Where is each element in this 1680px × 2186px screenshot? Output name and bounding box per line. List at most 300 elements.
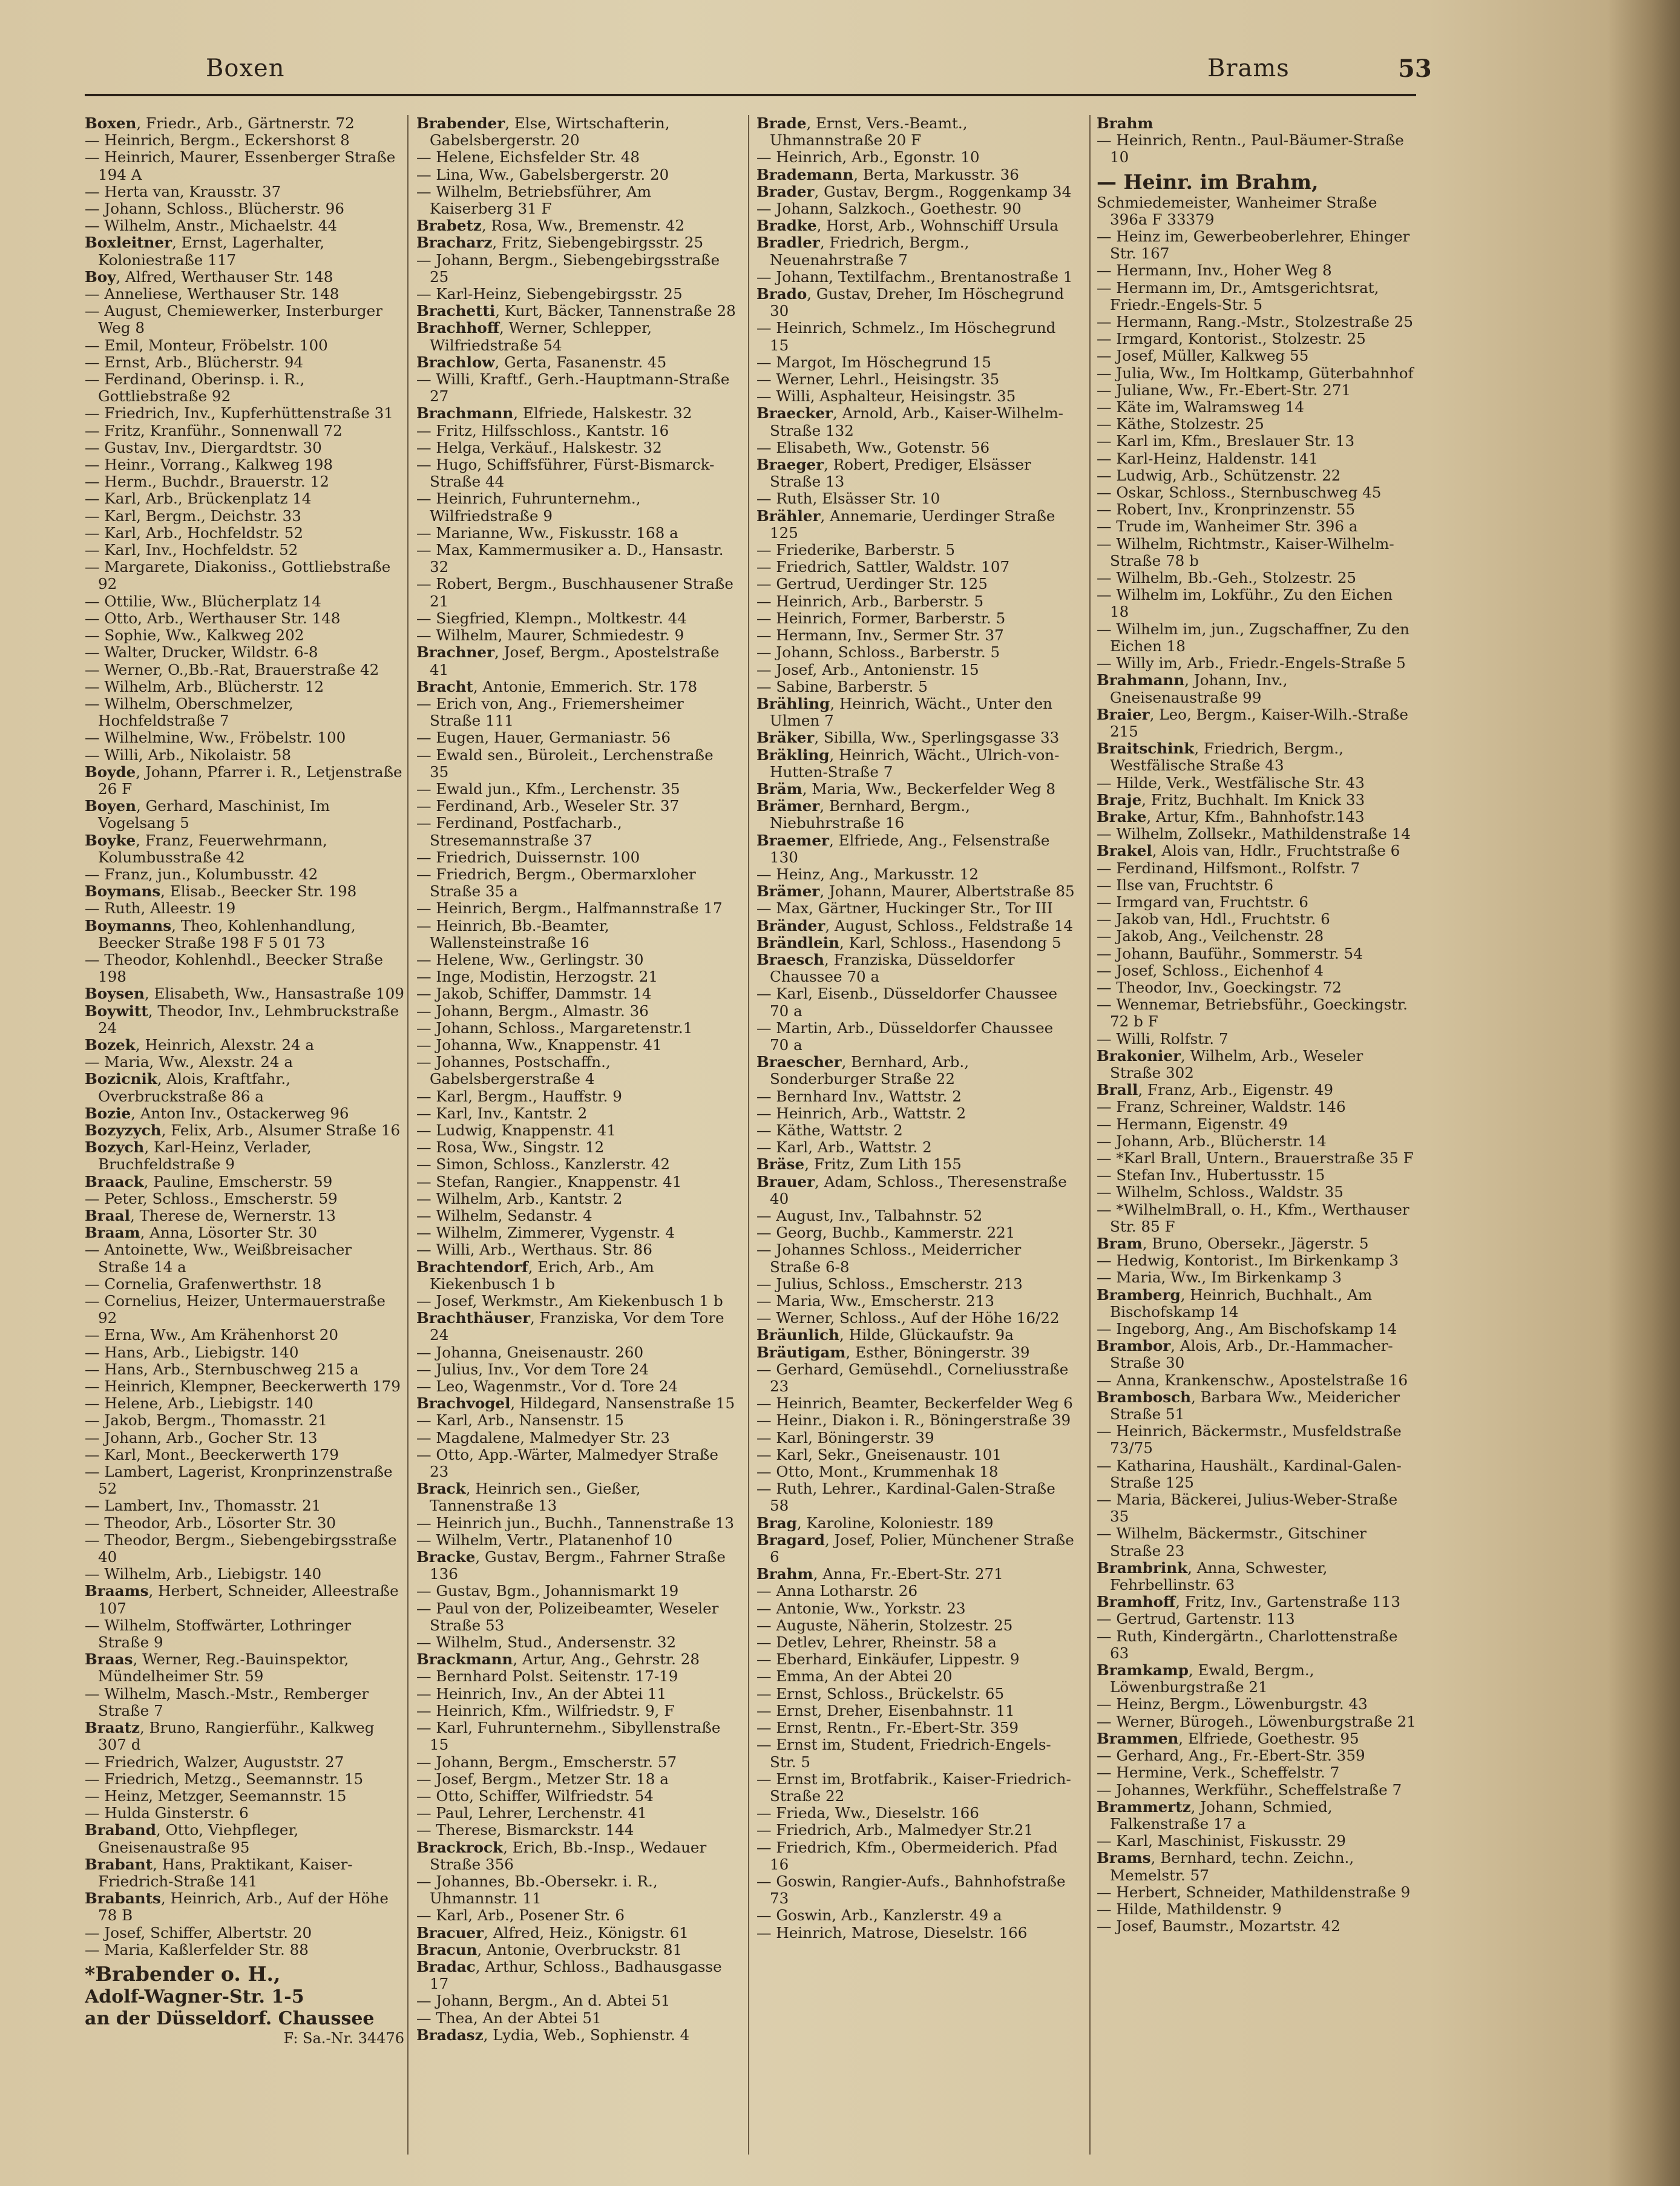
directory-entry: — Josef, Baumstr., Mozartstr. 42 [1097, 1917, 1340, 1935]
directory-entry: — Erna, Ww., Am Krähenhorst 20 [85, 1326, 339, 1344]
directory-entry: Brahm, Anna, Fr.-Ebert-Str. 271 [756, 1565, 1003, 1583]
page-header [85, 48, 1434, 91]
directory-entry: Brade, Ernst, Vers.-Beamt., Uhmannstraße 20 F [756, 115, 968, 149]
column-1 [85, 115, 404, 2155]
entry-surname: Boymanns [85, 916, 172, 934]
directory-entry: — Helene, Eichsfelder Str. 48 [416, 148, 640, 166]
directory-entry: — Karl, Arb., Wattstr. 2 [756, 1138, 932, 1157]
directory-entry: Braier, Leo, Bergm., Kaiser-Wilh.-Straße 215 [1097, 705, 1408, 740]
entry-surname: Braas [85, 1650, 133, 1669]
directory-entry: — Ernst, Arb., Blücherstr. 94 [85, 353, 304, 371]
directory-entry: — Wilhelm, Arb., Blücherstr. 12 [85, 677, 324, 695]
directory-entry: — Wilhelm, Sedanstr. 4 [416, 1207, 592, 1224]
entry-surname: Braje [1097, 790, 1142, 809]
entry-surname: Bozicnik [85, 1070, 157, 1088]
entry-surname: Brambor [1097, 1337, 1171, 1355]
directory-entry: — Maria, Bäckerei, Julius-Weber-Straße 35 [1097, 1491, 1398, 1526]
directory-entry: — Antoinette, Ww., Weißbreisacher Straße 14 a [85, 1241, 352, 1276]
directory-entry: Bragard, Josef, Polier, Münchener Straße 6 [756, 1531, 1074, 1566]
directory-entry: — Käte im, Walramsweg 14 [1097, 398, 1305, 416]
directory-entry: — Sophie, Ww., Kalkweg 202 [85, 626, 304, 645]
directory-entry: — Heinrich, Rentn., Paul-Bäumer-Straße 10 [1097, 131, 1404, 166]
entry-surname: Brader [756, 182, 815, 200]
directory-entry: — Helene, Arb., Liebigstr. 140 [85, 1394, 313, 1413]
directory-entry: — Johannes Schloss., Meiderricher Straße 6-8 [756, 1241, 1022, 1276]
directory-entry: — Ewald sen., Büroleit., Lerchenstraße 35 [416, 746, 714, 781]
directory-entry: — Detlev, Lehrer, Rheinstr. 58 a [756, 1633, 997, 1652]
directory-entry: Bozyzych, Felix, Arb., Alsumer Straße 16 [85, 1121, 401, 1139]
column-4 [1097, 115, 1416, 2155]
directory-entry: Braesch, Franziska, Düsseldorfer Chaussee 70 a [756, 950, 1015, 986]
directory-entry: Braal, Therese de, Wernerstr. 13 [85, 1207, 336, 1224]
directory-entry: Boy, Alfred, Werthauser Str. 148 [85, 268, 333, 286]
directory-entry: — Käthe, Wattstr. 2 [756, 1121, 903, 1139]
entry-surname: Brakonier [1097, 1046, 1181, 1065]
directory-entry: — Herbert, Schneider, Mathildenstraße 9 [1097, 1883, 1411, 1901]
directory-entry: — Goswin, Arb., Kanzlerstr. 49 a [756, 1906, 1002, 1925]
directory-entry: — Wilhelm, Stoffwärter, Lothringer Straße 9 [85, 1616, 352, 1652]
columns [85, 115, 1416, 2161]
entry-surname: Bräm [756, 780, 802, 798]
directory-entry: — Karl, Maschinist, Fiskusstr. 29 [1097, 1832, 1346, 1850]
directory-entry: — Anna, Krankenschw., Apostelstraße 16 [1097, 1371, 1408, 1389]
directory-entry: — Ernst, Schloss., Brückelstr. 65 [756, 1684, 1005, 1702]
entry-surname: Bram [1097, 1235, 1143, 1252]
entry-surname: Bracharz [416, 234, 493, 252]
directory-entry: — Ottilie, Ww., Blücherplatz 14 [85, 592, 321, 610]
directory-entry: — Ruth, Elsässer Str. 10 [756, 490, 940, 508]
entry-surname: Braal [85, 1207, 130, 1224]
entry-surname: Braemer [756, 831, 829, 849]
directory-entry: Brademann, Berta, Markusstr. 36 [756, 165, 1019, 183]
directory-entry: — Ingeborg, Ang., Am Bischofskamp 14 [1097, 1320, 1397, 1338]
directory-entry: — Goswin, Rangier-Aufs., Bahnhofstraße 73 [756, 1872, 1066, 1908]
directory-entry: — Hermann, Inv., Hoher Weg 8 [1097, 261, 1332, 280]
directory-entry: — Hans, Arb., Sternbuschweg 215 a [85, 1360, 359, 1378]
entry-surname: Brag [756, 1514, 797, 1532]
directory-entry: Bräm, Maria, Ww., Beckerfelder Weg 8 [756, 780, 1056, 798]
directory-entry: — Sabine, Barberstr. 5 [756, 677, 928, 695]
directory-entry: — Anna Lotharstr. 26 [756, 1582, 918, 1600]
directory-entry: — Johann, Schloss., Barberstr. 5 [756, 643, 1000, 661]
entry-surname: Brambrink [1097, 1558, 1188, 1577]
directory-entry: Brähling, Heinrich, Wächt., Unter den Ulmen 7 [756, 694, 1053, 730]
entry-surname: Boyen [85, 797, 137, 815]
directory-entry: — Erich von, Ang., Friemersheimer Straße 111 [416, 694, 684, 730]
directory-entry: — Karl, Inv., Kantstr. 2 [416, 1104, 588, 1122]
entry-surname: Braescher [756, 1053, 842, 1071]
directory-entry: — Wilhelm, Zimmerer, Vygenstr. 4 [416, 1224, 675, 1242]
directory-entry: — Gertrud, Uerdinger Str. 125 [756, 575, 988, 593]
directory-entry: — Otto, App.-Wärter, Malmedyer Straße 23 [416, 1445, 718, 1481]
directory-entry: Brackrock, Erich, Bb.-Insp., Wedauer Straße 356 [416, 1838, 707, 1873]
directory-entry: — Ferdinand, Arb., Weseler Str. 37 [416, 797, 680, 815]
entry-surname: Brämer [756, 882, 820, 901]
directory-entry: Brähler, Annemarie, Uerdinger Straße 125 [756, 507, 1055, 542]
directory-entry: Bräunlich, Hilde, Glückaufstr. 9a [756, 1326, 1014, 1344]
directory-entry: — Otto, Schiffer, Wilfriedstr. 54 [416, 1787, 654, 1805]
directory-entry: — Jakob van, Hdl., Fruchtstr. 6 [1097, 910, 1330, 928]
directory-entry: — Wilhelm, Betriebsführer, Am Kaiserberg 31 F [416, 182, 652, 218]
directory-entry: — Paul, Lehrer, Lerchenstr. 41 [416, 1804, 647, 1822]
entry-surname: Braatz [85, 1719, 140, 1737]
directory-entry: Bradac, Arthur, Schloss., Badhausgasse 17 [416, 1957, 722, 1993]
directory-entry: — Franz, jun., Kolumbusstr. 42 [85, 865, 318, 883]
directory-entry: — Wilhelm, Zollsekr., Mathildenstraße 14 [1097, 825, 1411, 843]
directory-entry: Brabetz, Rosa, Ww., Bremenstr. 42 [416, 217, 685, 235]
directory-entry: — Ludwig, Arb., Schützenstr. 22 [1097, 466, 1341, 484]
directory-entry: — Julius, Schloss., Emscherstr. 213 [756, 1275, 1023, 1293]
directory-entry: — Ruth, Alleestr. 19 [85, 899, 236, 917]
directory-entry: — Karl, Fuhrunternehm., Sibyllenstraße 15 [416, 1719, 721, 1754]
page-number: 53 [1398, 54, 1432, 83]
directory-entry: Braje, Fritz, Buchhalt. Im Knick 33 [1097, 790, 1365, 809]
entry-surname: Brado [756, 285, 807, 303]
entry-surname: Brammertz [1097, 1797, 1191, 1816]
directory-entry: — Julia, Ww., Im Holtkamp, Güterbahnhof [1097, 364, 1414, 382]
directory-entry: — Karl, Böningerstr. 39 [756, 1428, 934, 1446]
directory-entry: — Karl, Bergm., Deichstr. 33 [85, 507, 301, 525]
directory-entry: Brackmann, Artur, Ang., Gehrstr. 28 [416, 1650, 700, 1669]
entry-surname: Boysen [85, 985, 145, 1003]
entry-surname: Brähling [756, 694, 830, 712]
directory-entry: Braemer, Elfriede, Ang., Felsenstraße 130 [756, 831, 1050, 866]
directory-entry: — Ewald jun., Kfm., Lerchenstr. 35 [416, 780, 680, 798]
directory-entry: — Wilhelm im, jun., Zugschaffner, Zu den Eichen 18 [1097, 620, 1409, 655]
directory-entry: — Johann, Arb., Gocher Str. 13 [85, 1428, 318, 1446]
directory-entry: — Theodor, Bergm., Siebengebirgsstraße 40 [85, 1531, 397, 1566]
directory-entry: — Heinrich, Maurer, Essenberger Straße 194 A [85, 148, 396, 183]
entry-surname: Bragard [756, 1531, 825, 1549]
directory-entry: — Stefan Inv., Hubertusstr. 15 [1097, 1166, 1325, 1184]
entry-surname: Braesch [756, 950, 825, 968]
directory-entry: — Ferdinand, Hilfsmont., Rolfstr. 7 [1097, 859, 1360, 877]
directory-entry: — Heinrich, Former, Barberstr. 5 [756, 609, 1006, 627]
directory-entry: — Wennemar, Betriebsführ., Goeckingstr. 72 b F [1097, 996, 1408, 1031]
directory-entry: Bradasz, Lydia, Web., Sophienstr. 4 [416, 2026, 690, 2044]
directory-entry: — Heinr., Vorrang., Kalkweg 198 [85, 456, 333, 474]
directory-entry: — Friedrich, Duissernstr. 100 [416, 848, 640, 866]
directory-entry: — Maria, Ww., Alexstr. 24 a [85, 1053, 294, 1071]
directory-entry: Braitschink, Friedrich, Bergm., Westfälische Straße 43 [1097, 740, 1344, 775]
directory-entry: — Heinz im, Gewerbeoberlehrer, Ehinger Str. 167 [1097, 228, 1410, 263]
directory-entry: — *Karl Brall, Untern., Brauerstraße 35 F [1097, 1149, 1414, 1167]
entry-surname: Brall [1097, 1081, 1138, 1099]
directory-entry: Brachtendorf, Erich, Arb., Am Kiekenbusch 1 b [416, 1258, 654, 1293]
column-2 [416, 115, 736, 2155]
directory-entry: — Siegfried, Klempn., Moltkestr. 44 [416, 609, 687, 627]
directory-entry [1097, 115, 1416, 132]
directory-entry: — Wilhelm, Anstr., Michaelstr. 44 [85, 217, 338, 235]
directory-entry: — Friedrich, Bergm., Obermarxloher Straße 35 a [416, 865, 696, 901]
entry-surname: Bramkamp [1097, 1661, 1189, 1679]
entry-surname: Braband [85, 1821, 156, 1839]
directory-entry: — Johannes, Werkführ., Scheffelstraße 7 [1097, 1781, 1402, 1799]
directory-entry: Brahmann, Johann, Inv., Gneisenaustraße 99 [1097, 671, 1288, 706]
directory-entry: — Rosa, Ww., Singstr. 12 [416, 1138, 605, 1157]
directory-entry: — Ruth, Lehrer., Kardinal-Galen-Straße 58 [756, 1480, 1055, 1515]
directory-entry: Brambor, Alois, Arb., Dr.-Hammacher-Straße 30 [1097, 1337, 1393, 1372]
directory-entry: — Irmgard van, Fruchtstr. 6 [1097, 893, 1308, 911]
entry-surname: Bozie [85, 1104, 131, 1122]
entry-surname: Brahm [756, 1565, 813, 1583]
directory-entry: Bradke, Horst, Arb., Wohnschiff Ursula [756, 217, 1059, 235]
directory-entry: Braecker, Arnold, Arb., Kaiser-Wilhelm-Straße 132 [756, 404, 1063, 439]
directory-entry: — Cornelius, Heizer, Untermauerstraße 92 [85, 1292, 386, 1327]
directory-entry: — Wilhelm, Stud., Andersenstr. 32 [416, 1633, 677, 1652]
entry-surname: Brambosch [1097, 1388, 1192, 1406]
directory-entry: — Thea, An der Abtei 51 [416, 2009, 602, 2027]
advertisement-name: *Brabender o. H., [85, 1961, 281, 1986]
book-spine-shadow [1607, 0, 1680, 2186]
directory-entry: — Hedwig, Kontorist., Im Birkenkamp 3 [1097, 1252, 1399, 1270]
directory-entry: Boyen, Gerhard, Maschinist, Im Vogelsang 5 [85, 797, 330, 832]
directory-entry: — Gustav, Inv., Diergardtstr. 30 [85, 438, 322, 456]
directory-entry: — Heinrich, Fuhrunternehm., Wilfriedstraße 9 [416, 490, 641, 525]
directory-entry: — Franz, Schreiner, Waldstr. 146 [1097, 1098, 1346, 1116]
directory-entry: — Maria, Ww., Emscherstr. 213 [756, 1292, 994, 1310]
directory-entry: — Heinrich, Bäckermstr., Musfeldstraße 73/75 [1097, 1422, 1402, 1457]
directory-entry: Brammertz, Johann, Schmied, Falkenstraße 17 a [1097, 1797, 1333, 1833]
entry-surname: Braier [1097, 705, 1150, 723]
directory-entry: — Karl, Arb., Hochfeldstr. 52 [85, 524, 304, 542]
directory-entry: — Stefan, Rangier., Knappenstr. 41 [416, 1172, 682, 1190]
directory-entry: — Käthe, Stolzestr. 25 [1097, 415, 1264, 433]
directory-entry: — Gustav, Bgm., Johannismarkt 19 [416, 1582, 679, 1600]
directory-entry: — Otto, Mont., Krummenhak 18 [756, 1463, 999, 1481]
entry-surname: Bracke [416, 1548, 476, 1566]
entry-surname: Bränder [756, 916, 825, 934]
directory-entry: Bramkamp, Ewald, Bergm., Löwenburgstraße 21 [1097, 1661, 1314, 1696]
directory-entry: — Karl, Eisenb., Düsseldorfer Chaussee 70 a [756, 985, 1058, 1020]
directory-entry: Bozych, Karl-Heinz, Verlader, Bruchfeldstraße 9 [85, 1138, 312, 1173]
directory-entry: — Ferdinand, Oberinsp. i. R., Gottliebstraße 92 [85, 370, 305, 405]
directory-entry: — Wilhelm, Bäckermstr., Gitschiner Straße 23 [1097, 1525, 1367, 1560]
directory-entry: — August, Chemiewerker, Insterburger Weg 8 [85, 302, 382, 337]
entry-surname: Bradke [756, 217, 817, 235]
directory-entry: — Friedrich, Sattler, Waldstr. 107 [756, 558, 1010, 576]
directory-entry: — Heinrich, Inv., An der Abtei 11 [416, 1684, 667, 1702]
entry-surname: Brackmann [416, 1650, 513, 1669]
column-3 [756, 115, 1076, 2155]
directory-entry: Braatz, Bruno, Rangierführ., Kalkweg 307 d [85, 1719, 375, 1754]
entry-surname: Brachvogel [416, 1394, 511, 1413]
directory-entry: — Julius, Inv., Vor dem Tore 24 [416, 1360, 649, 1378]
directory-entry: Brammen, Elfriede, Goethestr. 95 [1097, 1729, 1359, 1747]
entry-surname: Bräkling [756, 746, 830, 764]
directory-entry: — Margot, Im Höschegrund 15 [756, 353, 992, 371]
directory-entry: — Robert, Inv., Kronprinzenstr. 55 [1097, 501, 1356, 519]
directory-entry: — Hulda Ginsterstr. 6 [85, 1804, 249, 1822]
directory-entry: — Irmgard, Kontorist., Stolzestr. 25 [1097, 330, 1366, 348]
directory-entry: — Heinrich, Bergm., Eckershorst 8 [85, 131, 350, 149]
directory-entry: — Elisabeth, Ww., Gotenstr. 56 [756, 438, 990, 456]
directory-entry: Boywitt, Theodor, Inv., Lehmbruckstraße 24 [85, 1002, 399, 1037]
directory-entry: — Friedrich, Kfm., Obermeiderich. Pfad 16 [756, 1838, 1058, 1873]
directory-entry: — Johanna, Ww., Knappenstr. 41 [416, 1036, 662, 1054]
directory-entry: — Heinrich, Matrose, Dieselstr. 166 [756, 1923, 1028, 1941]
directory-entry: — Johann, Textilfachm., Brentanostraße 1 [756, 268, 1073, 286]
directory-entry: — Gerhard, Gemüsehdl., Corneliusstraße 23 [756, 1360, 1069, 1396]
directory-entry: — Ruth, Kindergärtn., Charlottenstraße 63 [1097, 1627, 1398, 1662]
directory-entry: Boymans, Elisab., Beecker Str. 198 [85, 882, 357, 901]
directory-entry: Brabender, Else, Wirtschafterin, Gabelsbergerstr. 20 [416, 115, 670, 149]
directory-entry: — Willi, Rolfstr. 7 [1097, 1029, 1229, 1048]
directory-entry: — Josef, Schiffer, Albertstr. 20 [85, 1923, 312, 1941]
directory-entry: — Karl, Mont., Beeckerwerth 179 [85, 1445, 339, 1463]
directory-entry: Brambrink, Anna, Schwester, Fehrbellinstr. 63 [1097, 1558, 1328, 1594]
directory-entry: — Eugen, Hauer, Germaniastr. 56 [416, 729, 671, 747]
directory-entry: — Wilhelm, Arb., Kantstr. 2 [416, 1189, 623, 1207]
entry-surname: Boymans [85, 882, 161, 901]
directory-entry: Braeger, Robert, Prediger, Elsässer Straße 13 [756, 456, 1031, 491]
directory-entry: — Trude im, Wanheimer Str. 396 a [1097, 517, 1358, 536]
directory-entry: — Eberhard, Einkäufer, Lippestr. 9 [756, 1650, 1020, 1669]
directory-entry: Bramhoff, Fritz, Inv., Gartenstraße 113 [1097, 1593, 1400, 1611]
entry-surname: Brahm [1097, 115, 1153, 132]
directory-entry: — Martin, Arb., Düsseldorfer Chaussee 70 a [756, 1019, 1054, 1054]
directory-entry: — Fritz, Kranführ., Sonnenwall 72 [85, 421, 343, 439]
directory-entry: — Heinz, Metzger, Seemannstr. 15 [85, 1787, 347, 1805]
directory-entry: Bracuer, Alfred, Heiz., Königstr. 61 [416, 1923, 689, 1941]
directory-entry: — Helene, Ww., Gerlingstr. 30 [416, 950, 644, 968]
directory-entry: Bozicnik, Alois, Kraftfahr., Overbruckstraße 86 a [85, 1070, 291, 1105]
directory-entry: Bracht, Antonie, Emmerich. Str. 178 [416, 677, 698, 695]
directory-entry: Boyke, Franz, Feuerwehrmann, Kolumbusstraße 42 [85, 831, 327, 866]
entry-surname: Bradler [756, 234, 820, 252]
directory-entry: Braams, Herbert, Schneider, Alleestraße 107 [85, 1582, 399, 1617]
directory-entry: — Anneliese, Werthauser Str. 148 [85, 285, 340, 303]
directory-entry: — Bernhard Polst. Seitenstr. 17-19 [416, 1667, 678, 1685]
directory-entry: — Peter, Schloss., Emscherstr. 59 [85, 1189, 338, 1207]
entry-surname: Bracun [416, 1940, 477, 1958]
directory-entry: Boxleitner, Ernst, Lagerhalter, Koloniestraße 117 [85, 234, 325, 269]
directory-entry: — Friedrich, Inv., Kupferhüttenstraße 31 [85, 404, 393, 422]
entry-surname: Bradac [416, 1957, 476, 1975]
directory-entry: Brambosch, Barbara Ww., Meidericher Straße 51 [1097, 1388, 1400, 1423]
directory-entry: — Max, Kammermusiker a. D., Hansastr. 32 [416, 541, 724, 576]
entry-surname: Braecker [756, 404, 833, 422]
directory-entry: Brachetti, Kurt, Bäcker, Tannenstraße 28 [416, 302, 736, 320]
directory-entry: — Heinrich, Beamter, Beckerfelder Weg 6 [756, 1394, 1073, 1413]
entry-surname: Brammen [1097, 1729, 1179, 1747]
directory-entry: Brachmann, Elfriede, Halskestr. 32 [416, 404, 692, 422]
entry-surname: Bracht [416, 677, 473, 695]
directory-entry: Brag, Karoline, Koloniestr. 189 [756, 1514, 994, 1532]
directory-entry: — Ferdinand, Postfacharb., Stresemannstraße 37 [416, 814, 622, 849]
directory-entry: — Johann, Schloss., Blücherstr. 96 [85, 200, 344, 218]
directory-entry: — Theodor, Kohlenhdl., Beecker Straße 198 [85, 950, 383, 986]
directory-entry: — Margarete, Diakoniss., Gottliebstraße 92 [85, 558, 391, 593]
directory-entry: Bracharz, Fritz, Siebengebirgsstr. 25 [416, 234, 704, 252]
directory-entry: — Johann, Schloss., Margaretenstr.1 [416, 1019, 693, 1037]
directory-entry: — Ilse van, Fruchtstr. 6 [1097, 876, 1274, 894]
directory-entry: — Hilde, Mathildenstr. 9 [1097, 1900, 1282, 1918]
entry-surname: Boxleitner [85, 234, 172, 252]
entry-surname: Bracuer [416, 1923, 484, 1941]
directory-entry: — Josef, Müller, Kalkweg 55 [1097, 347, 1309, 365]
directory-entry: — Herm., Buchdr., Brauerstr. 12 [85, 473, 329, 491]
entry-surname: Brachtendorf [416, 1258, 528, 1276]
entry-surname: Brack [416, 1480, 466, 1498]
header-left-word: Boxen [206, 54, 285, 82]
directory-entry: — Karl-Heinz, Haldenstr. 141 [1097, 449, 1318, 467]
directory-entry: — Wilhelm, Oberschmelzer, Hochfeldstraße 7 [85, 694, 294, 730]
directory-entry: — Johann, Bergm., Siebengebirgsstraße 25 [416, 251, 720, 286]
directory-entry: Bräutigam, Esther, Böningerstr. 39 [756, 1343, 1030, 1361]
directory-entry: — Hermann im, Dr., Amtsgerichtsrat, Friedr.-Engels-Str. 5 [1097, 278, 1379, 313]
entry-surname: Braam [85, 1224, 140, 1242]
directory-entry: — Karl, Arb., Nansenstr. 15 [416, 1411, 624, 1429]
directory-entry: — *WilhelmBrall, o. H., Kfm., Werthauser Str. 85 F [1097, 1200, 1409, 1235]
directory-entry: — Johann, Bergm., An d. Abtei 51 [416, 1992, 671, 2010]
directory-entry: — Karl, Sekr., Gneisenaustr. 101 [756, 1445, 1002, 1463]
entry-surname: Braams [85, 1582, 149, 1600]
entry-surname: Bräse [756, 1155, 805, 1173]
directory-entry: — Wilhelm, Bb.-Geh., Stolzestr. 25 [1097, 569, 1357, 587]
entry-surname: Boy [85, 268, 116, 286]
header-right-word: Brams [1207, 54, 1290, 82]
directory-entry: — Werner, Bürogeh., Löwenburgstraße 21 [1097, 1712, 1416, 1730]
directory-entry: Bräkling, Heinrich, Wächt., Ulrich-von-Hutten-Straße 7 [756, 746, 1060, 781]
directory-entry: Boymanns, Theo, Kohlenhandlung, Beecker Straße 198 F 5 01 73 [85, 916, 356, 951]
directory-entry: Bozek, Heinrich, Alexstr. 24 a [85, 1036, 315, 1054]
directory-entry: — Willi, Arb., Werthaus. Str. 86 [416, 1241, 652, 1259]
entry-surname: Brändlein [756, 933, 839, 951]
directory-entry: — Robert, Bergm., Buschhausener Straße 21 [416, 575, 733, 610]
directory-entry: — Gertrud, Gartenstr. 113 [1097, 1610, 1295, 1628]
directory-entry: — Werner, O.,Bb.-Rat, Brauerstraße 42 [85, 660, 379, 678]
directory-entry: — Frieda, Ww., Dieselstr. 166 [756, 1804, 979, 1822]
directory-entry: — Hilde, Verk., Westfälische Str. 43 [1097, 773, 1365, 792]
directory-entry: — Ernst im, Brotfabrik., Kaiser-Friedrich-Straße 22 [756, 1770, 1071, 1805]
directory-entry: — Wilhelm, Masch.-Mstr., Remberger Straße 7 [85, 1684, 369, 1719]
directory-entry: Brachlow, Gerta, Fasanenstr. 45 [416, 353, 667, 371]
directory-entry: — Johann, Bergm., Almastr. 36 [416, 1002, 649, 1020]
directory-entry: — Theodor, Arb., Lösorter Str. 30 [85, 1514, 336, 1532]
directory-entry: — Ernst, Rentn., Fr.-Ebert-Str. 359 [756, 1719, 1019, 1737]
entry-surname: Brakel [1097, 842, 1152, 860]
directory-entry: — Heinz, Ang., Markusstr. 12 [756, 865, 979, 883]
directory-entry: — Heinrich jun., Buchh., Tannenstraße 13 [416, 1514, 734, 1532]
directory-entry: — Auguste, Näherin, Stolzestr. 25 [756, 1616, 1013, 1634]
entry-surname: Bozyzych [85, 1121, 162, 1139]
directory-entry: Brader, Gustav, Bergm., Roggenkamp 34 [756, 182, 1072, 200]
directory-entry: — Wilhelm, Maurer, Schmiedestr. 9 [416, 626, 684, 645]
directory-entry: — Inge, Modistin, Herzogstr. 21 [416, 968, 658, 986]
directory-entry: Brämer, Bernhard, Bergm., Niebuhrstraße 16 [756, 797, 970, 832]
directory-entry: — Hermann, Rang.-Mstr., Stolzestraße 25 [1097, 313, 1414, 331]
entry-surname: Brachetti [416, 302, 496, 320]
directory-entry: Brams, Bernhard, techn. Zeichn., Memelstr. 57 [1097, 1849, 1354, 1884]
directory-entry: Bräker, Sibilla, Ww., Sperlingsgasse 33 [756, 729, 1060, 747]
directory-entry: — Heinrich, Schmelz., Im Höschegrund 15 [756, 319, 1056, 354]
directory-entry: — Heinrich, Kfm., Wilfriedstr. 9, F [416, 1701, 675, 1719]
directory-entry: — Heinr., Diakon i. R., Böningerstraße 39 [756, 1411, 1071, 1429]
entry-surname: Brahmann [1097, 671, 1185, 689]
header-rule [85, 94, 1416, 96]
directory-entry: Brall, Franz, Arb., Eigenstr. 49 [1097, 1081, 1334, 1099]
entry-surname: Bräutigam [756, 1343, 846, 1361]
directory-entry: Bracun, Antonie, Overbruckstr. 81 [416, 1940, 683, 1958]
entry-surname: Brabender [416, 115, 505, 132]
directory-entry: — Magdalene, Malmedyer Str. 23 [416, 1428, 670, 1446]
directory-entry: Boyde, Johann, Pfarrer i. R., Letjenstraße 26 F [85, 763, 402, 798]
directory-entry: — Hermine, Verk., Scheffelstr. 7 [1097, 1764, 1340, 1782]
directory-entry: Brakel, Alois van, Hdlr., Fruchtstraße 6 [1097, 842, 1400, 860]
directory-entry: Brachner, Josef, Bergm., Apostelstraße 41 [416, 643, 720, 678]
directory-entry: Brachvogel, Hildegard, Nansenstraße 15 [416, 1394, 735, 1413]
